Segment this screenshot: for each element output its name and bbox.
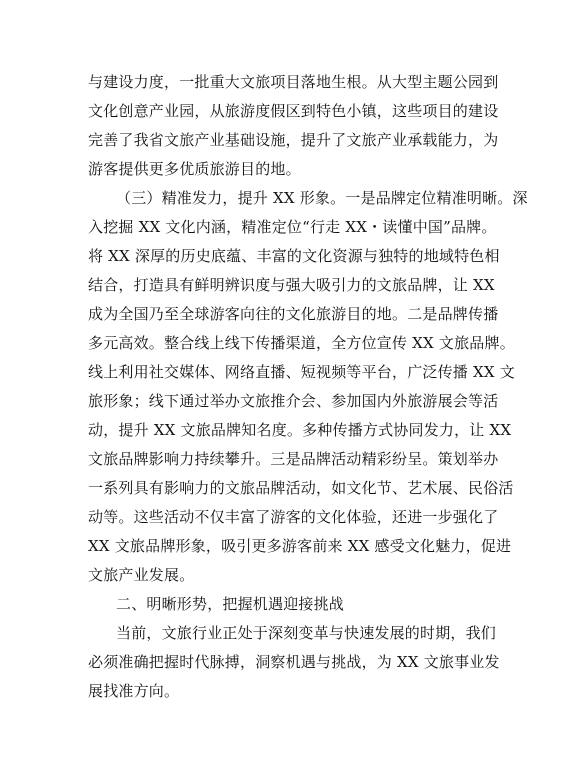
paragraph-line: 必须准确把握时代脉搏，洞察机遇与挑战，为 XX 文旅事业发 [88,653,500,671]
paragraph-line: XX 文旅品牌形象，吸引更多游客前来 XX 感受文化魅力，促进 [88,537,512,555]
paragraph-line: 游客提供更多优质旅游目的地。 [88,160,301,178]
paragraph-line: 一系列具有影响力的文旅品牌活动，如文化节、艺术展、民俗活 [88,479,514,497]
paragraph-line: 线上利用社交媒体、网络直播、短视频等平台，广泛传播 XX 文 [88,363,515,381]
section-heading: 二、明晰形势，把握机遇迎接挑战 [116,595,345,613]
paragraph-line: 文化创意产业园，从旅游度假区到特色小镇，这些项目的建设 [88,102,499,120]
paragraph-line: 成为全国乃至全球游客向往的文化旅游目的地。二是品牌传播 [88,305,499,323]
paragraph-line: 完善了我省文旅产业基础设施，提升了文旅产业承载能力，为 [88,131,499,149]
paragraph-line: 展找准方向。 [88,682,180,700]
paragraph-line: 与建设力度，一批重大文旅项目落地生根。从大型主题公园到 [88,73,499,91]
paragraph-line: 多元高效。整合线上线下传播渠道，全方位宣传 XX 文旅品牌。 [88,334,515,352]
paragraph-line: 文旅产业发展。 [88,566,195,584]
paragraph-line: 旅形象；线下通过举办文旅推介会、参加国内外旅游展会等活 [88,392,499,410]
paragraph-line: 将 XX 深厚的历史底蕴、丰富的文化资源与独特的地域特色相 [88,247,500,265]
paragraph-line: 当前，文旅行业正处于深刻变革与快速发展的时期，我们 [116,624,497,642]
paragraph-line: 入挖掘 XX 文化内涵，精准定位“行走 XX・读懂中国”品牌。 [88,218,497,236]
paragraph-line: 文旅品牌影响力持续攀升。三是品牌活动精彩纷呈。策划举办 [88,450,499,468]
paragraph-line: 动，提升 XX 文旅品牌知名度。多种传播方式协同发力，让 XX [88,421,512,439]
paragraph-line: 结合，打造具有鲜明辨识度与强大吸引力的文旅品牌，让 XX [88,276,495,294]
section-heading-line: （三）精准发力，提升 XX 形象。一是品牌定位精准明晰。深 [116,189,528,207]
paragraph-line: 动等。这些活动不仅丰富了游客的文化体验，还进一步强化了 [88,508,499,526]
